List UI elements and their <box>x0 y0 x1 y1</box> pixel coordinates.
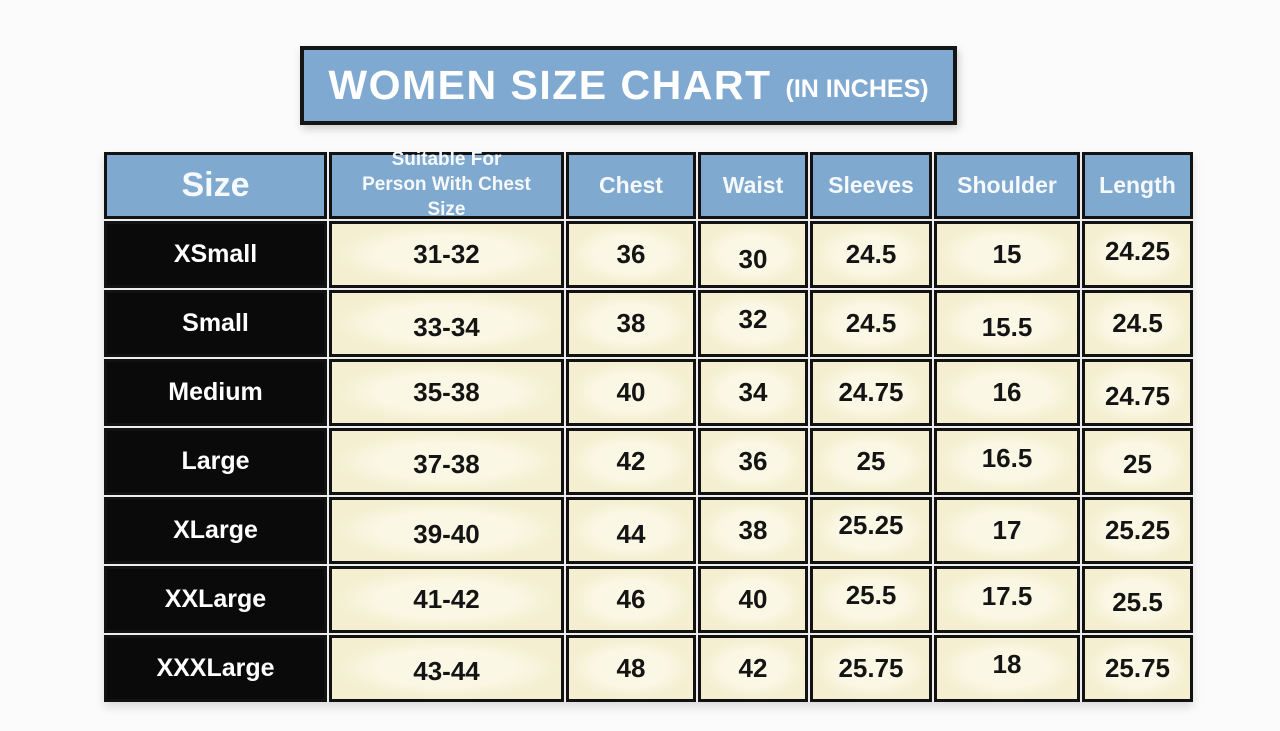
column-header-shoulder: Shoulder <box>934 152 1080 219</box>
value-cell: 44 <box>566 497 696 564</box>
value-cell: 30 <box>698 221 808 288</box>
column-header-chest: Chest <box>566 152 696 219</box>
column-header-waist: Waist <box>698 152 808 219</box>
value-cell: 38 <box>698 497 808 564</box>
value-cell: 42 <box>698 635 808 702</box>
value-cell: 24.75 <box>810 359 932 426</box>
size-cell: XXLarge <box>104 566 327 633</box>
column-header-size: Size <box>104 152 327 219</box>
value-cell: 25 <box>810 428 932 495</box>
value-cell: 25.5 <box>810 566 932 633</box>
value-cell: 32 <box>698 290 808 357</box>
size-cell: Small <box>104 290 327 357</box>
value-cell: 25.5 <box>1082 566 1193 633</box>
value-cell: 24.5 <box>810 221 932 288</box>
value-cell: 15 <box>934 221 1080 288</box>
value-cell: 24.5 <box>810 290 932 357</box>
value-cell: 42 <box>566 428 696 495</box>
value-cell: 48 <box>566 635 696 702</box>
value-cell: 41-42 <box>329 566 564 633</box>
page-title: WOMEN SIZE CHART <box>328 62 772 108</box>
value-cell: 16.5 <box>934 428 1080 495</box>
value-cell: 25.75 <box>1082 635 1193 702</box>
value-cell: 39-40 <box>329 497 564 564</box>
column-header-suitable-chest-size: Suitable For Person With Chest Size <box>329 152 564 219</box>
value-cell: 17 <box>934 497 1080 564</box>
value-cell: 25.75 <box>810 635 932 702</box>
value-cell: 25.25 <box>810 497 932 564</box>
size-cell: Medium <box>104 359 327 426</box>
value-cell: 40 <box>698 566 808 633</box>
value-cell: 31-32 <box>329 221 564 288</box>
value-cell: 34 <box>698 359 808 426</box>
value-cell: 18 <box>934 635 1080 702</box>
size-cell: XLarge <box>104 497 327 564</box>
page-title-units: (IN INCHES) <box>785 74 929 103</box>
column-header-length: Length <box>1082 152 1193 219</box>
value-cell: 24.25 <box>1082 221 1193 288</box>
column-header-sleeves: Sleeves <box>810 152 932 219</box>
value-cell: 16 <box>934 359 1080 426</box>
value-cell: 15.5 <box>934 290 1080 357</box>
value-cell: 36 <box>566 221 696 288</box>
size-cell: XSmall <box>104 221 327 288</box>
value-cell: 46 <box>566 566 696 633</box>
value-cell: 36 <box>698 428 808 495</box>
value-cell: 25.25 <box>1082 497 1193 564</box>
size-chart-table <box>104 149 1193 702</box>
size-cell: Large <box>104 428 327 495</box>
value-cell: 35-38 <box>329 359 564 426</box>
title-banner <box>300 46 957 125</box>
value-cell: 40 <box>566 359 696 426</box>
size-cell: XXXLarge <box>104 635 327 702</box>
value-cell: 37-38 <box>329 428 564 495</box>
value-cell: 17.5 <box>934 566 1080 633</box>
value-cell: 24.5 <box>1082 290 1193 357</box>
value-cell: 25 <box>1082 428 1193 495</box>
value-cell: 33-34 <box>329 290 564 357</box>
value-cell: 38 <box>566 290 696 357</box>
value-cell: 43-44 <box>329 635 564 702</box>
value-cell: 24.75 <box>1082 359 1193 426</box>
